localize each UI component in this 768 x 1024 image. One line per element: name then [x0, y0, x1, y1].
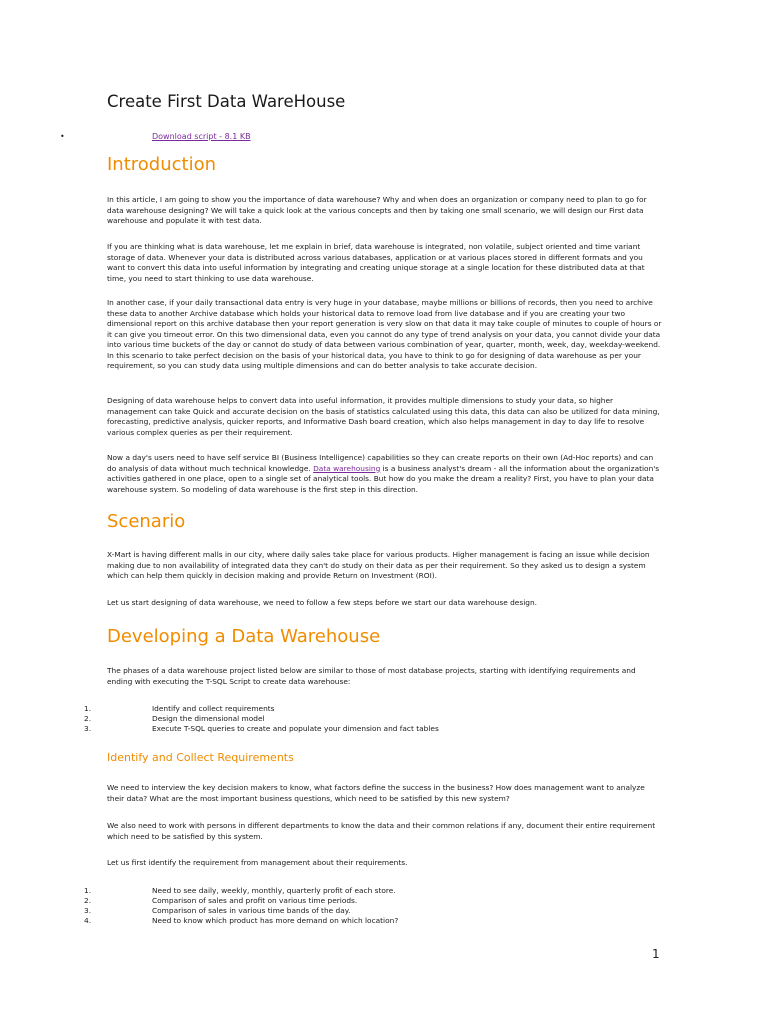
intro-paragraph-3: In another case, if your daily transactional data entry is very huge in your database, maybe millions or billions of records, then you need to archive these data to another Archive database which holds your historical data to remove load from live database and if you are creating your two dimensional report on this archive database then your report generation is very slow on that data it may take couple of minutes to couple of hours or it can give you timeout error. On this two dimensional data, even you cannot do any type of trend analysis on your data, you cannot divide your data into various time buckets of the day or cannot do study of data between various combination of year, quarter, month, week, day, weekday-weekend. In this scenario to take perfect decision on the basis of your historical data, you have to think to go for designing of data warehouse as per your requirement, so you can study data using multiple dimensions and can do better analysis to take accurate decision. [107, 298, 662, 370]
list-item: 1. Identify and collect requirements [84, 704, 275, 713]
list-item: 3. Comparison of sales in various time bands of the day. [84, 906, 351, 915]
list-item: 2. Design the dimensional model [84, 714, 265, 723]
heading-scenario: Scenario [107, 511, 186, 532]
intro-paragraph-1: In this article, I am going to show you the importance of data warehouse? Why and when does an organization or company need to plan to go for data warehouse designing? We will take a quick look at the various concepts and then by taking one small scenario, we will design our First data warehouse and populate it with test data. [107, 195, 647, 225]
intro-paragraph-4: Designing of data warehouse helps to convert data into useful information, it provides multiple dimensions to study your data, so higher management can take Quick and accurate decision on the basis of statistics calculated using this data, this data can also be utilized for data mining, forecasting, predictive analysis, quicker reports, and Informative Dash board creation, which also helps management in day to day life to resolve various complex queries as per their requirement. [107, 396, 660, 437]
scenario-paragraph-1: X-Mart is having different malls in our city, where daily sales take place for various products. Higher management is facing an issue while decision making due to non availability of integrated data they can't do study on their data as per their requirement. So they asked us to design a system which can help them quickly in decision making and provide Return on Investment (ROI). [107, 550, 650, 580]
list-item: 2. Comparison of sales and profit on various time periods. [84, 896, 358, 905]
phases-list [60, 704, 660, 734]
scenario-paragraph-2: Let us start designing of data warehouse, we need to follow a few steps before we start our data warehouse design. [107, 598, 537, 607]
data-warehousing-link[interactable]: Data warehousing [313, 463, 381, 473]
requirements-paragraph-1: We need to interview the key decision makers to know, what factors define the success in the business? How does management want to analyze their data? What are the most important business questions, which need to be satisfied by this new system? [107, 783, 645, 803]
heading-identify-requirements: Identify and Collect Requirements [107, 751, 294, 764]
document-title: Create First Data WareHouse [107, 92, 346, 111]
list-item: 1. Need to see daily, weekly, monthly, quarterly profit of each store. [84, 886, 396, 895]
download-script-link[interactable]: Download script - 8.1 KB [152, 132, 251, 141]
requirements-paragraph-3: Let us first identify the requirement from management about their requirements. [107, 858, 408, 867]
heading-developing-data-warehouse: Developing a Data Warehouse [107, 626, 381, 647]
requirements-list [60, 886, 660, 926]
heading-introduction: Introduction [107, 154, 217, 175]
developing-paragraph-1: The phases of a data warehouse project listed below are similar to those of most database projects, starting with identifying requirements and ending with executing the T-SQL Script to create data warehouse: [107, 666, 636, 686]
list-item: 4. Need to know which product has more demand on which location? [84, 916, 399, 925]
requirements-paragraph-2: We also need to work with persons in different departments to know the data and their common relations if any, document their entire requirement which need to be satisfied by this system. [107, 821, 656, 841]
bullet: • [60, 132, 65, 141]
intro-paragraph-5-start: Now a day's users need to have self service BI (Business Intelligence) capabilities so they can create reports on their own (Ad-Hoc reports) and can do analysis of data without much technical knowledge. [107, 453, 654, 473]
intro-paragraph-2: If you are thinking what is data warehouse, let me explain in brief, data warehouse is integrated, non volatile, subject oriented and time variant storage of data. Whenever your data is distributed across various databases, application or at various places stored in different formats and you want to convert this data into useful information by integrating and creating unique storage at a single location for these distributed data at that time, you need to start thinking to use data warehouse. [107, 242, 645, 283]
list-item: 3. Execute T-SQL queries to create and populate your dimension and fact tables [84, 724, 439, 733]
intro-paragraph-5 [107, 453, 662, 495]
page-number: 1 [652, 947, 660, 961]
download-list-item [60, 131, 660, 145]
intro-paragraph-5-end: is a business analyst's dream - all the information about the organization's activities gathered in one place, open to a single set of analytical tools. But how do you make the dream a reality? First, you have to plan your data warehouse system. So modeling of data warehouse is the first step in this direction. [107, 463, 660, 494]
